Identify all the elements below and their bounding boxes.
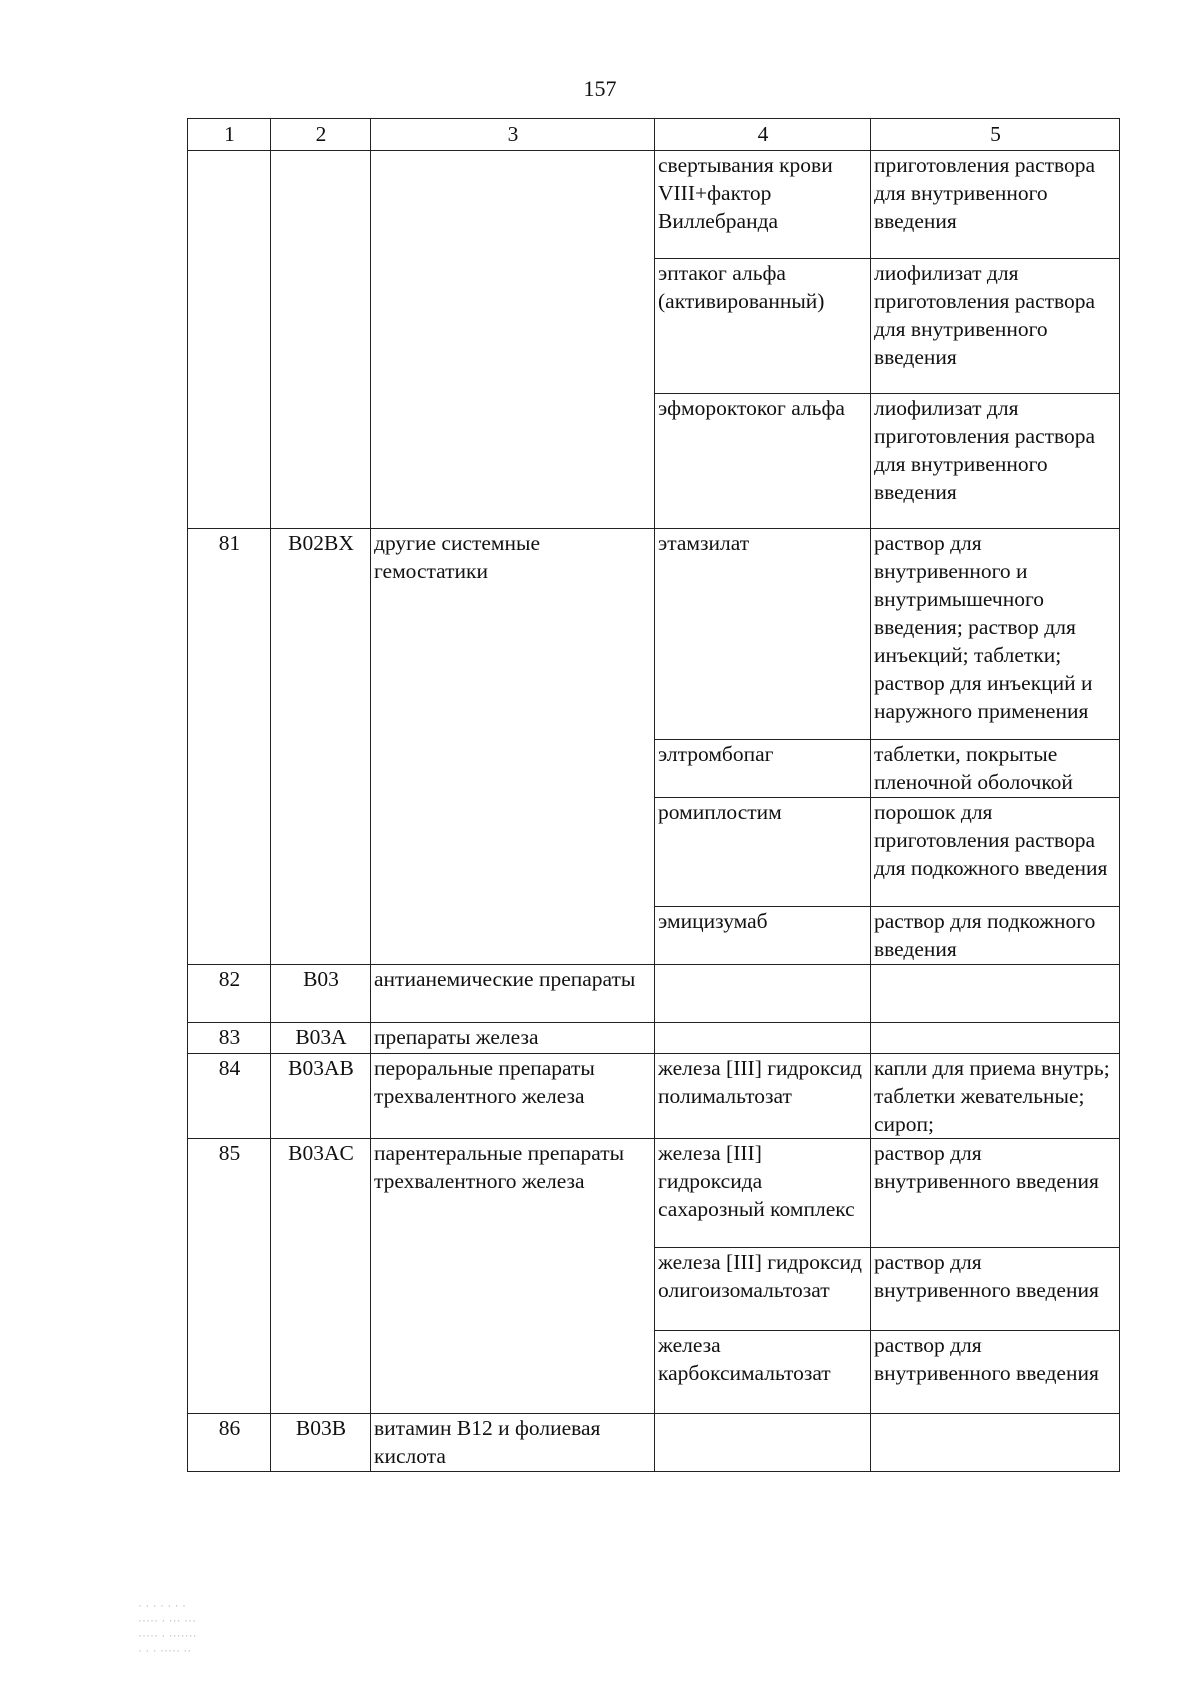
table-row <box>188 1139 1120 1248</box>
table-cell <box>271 151 371 529</box>
table-cell: раствор для внутривенного введения <box>871 1248 1120 1331</box>
table-cell: B03 <box>271 965 371 1023</box>
table-cell: парентеральные препараты трехвалентного железа <box>371 1139 655 1414</box>
table-cell: эмицизумаб <box>655 907 871 965</box>
table-cell: капли для приема внутрь; таблетки жевательные; сироп; <box>871 1054 1120 1139</box>
table-cell: железа [III] гидроксида сахарозный комплекс <box>655 1139 871 1248</box>
table-cell: эптаког альфа (активированный) <box>655 259 871 394</box>
table-cell: таблетки, покрытые пленочной оболочкой <box>871 740 1120 798</box>
table-cell: пероральные препараты трехвалентного железа <box>371 1054 655 1139</box>
table-cell <box>655 965 871 1023</box>
table-cell: B03AC <box>271 1139 371 1414</box>
table-cell <box>871 1414 1120 1472</box>
table-body <box>188 151 1120 1472</box>
table-cell: 84 <box>188 1054 271 1139</box>
column-header: 3 <box>371 119 655 151</box>
table-cell: 82 <box>188 965 271 1023</box>
table-cell <box>371 151 655 529</box>
column-header: 5 <box>871 119 1120 151</box>
table-cell: 83 <box>188 1023 271 1054</box>
table-row <box>188 1054 1120 1139</box>
table-cell: B02BX <box>271 529 371 965</box>
table-cell: раствор для подкожного введения <box>871 907 1120 965</box>
table-cell: B03AB <box>271 1054 371 1139</box>
table-cell: раствор для внутривенного введения <box>871 1331 1120 1414</box>
table-cell: 81 <box>188 529 271 965</box>
table-cell: 86 <box>188 1414 271 1472</box>
table-cell: B03A <box>271 1023 371 1054</box>
table-cell: витамин B12 и фолиевая кислота <box>371 1414 655 1472</box>
table-cell: эфмороктоког альфа <box>655 394 871 529</box>
table-cell: порошок для приготовления раствора для подкожного введения <box>871 798 1120 907</box>
table-cell: лиофилизат для приготовления раствора для внутривенного введения <box>871 259 1120 394</box>
table-cell <box>188 151 271 529</box>
table-cell: лиофилизат для приготовления раствора для внутривенного введения <box>871 394 1120 529</box>
table-cell: ромиплостим <box>655 798 871 907</box>
column-header: 2 <box>271 119 371 151</box>
table-cell: 85 <box>188 1139 271 1414</box>
table-cell: препараты железа <box>371 1023 655 1054</box>
table-cell <box>871 1023 1120 1054</box>
column-header: 4 <box>655 119 871 151</box>
table-row <box>188 1414 1120 1472</box>
table-cell <box>655 1414 871 1472</box>
page-number: 157 <box>583 76 617 101</box>
table-row <box>188 965 1120 1023</box>
column-header: 1 <box>188 119 271 151</box>
table-cell: элтромбопаг <box>655 740 871 798</box>
table-cell: этамзилат <box>655 529 871 740</box>
table-row <box>188 1023 1120 1054</box>
table-cell: свертывания крови VIII+фактор Виллебранда <box>655 151 871 259</box>
table-cell: железа [III] гидроксид олигоизомальтозат <box>655 1248 871 1331</box>
table-row <box>188 151 1120 259</box>
faded-stamp: · · · · · · · ····· · ··· ··· ····· · ······· · · · ····· ·· <box>138 1598 197 1657</box>
table-cell <box>871 965 1120 1023</box>
table-cell: раствор для внутривенного введения <box>871 1139 1120 1248</box>
table-cell <box>655 1023 871 1054</box>
table-row <box>188 529 1120 740</box>
table-cell: B03B <box>271 1414 371 1472</box>
table-cell: другие системные гемостатики <box>371 529 655 965</box>
drug-list-table <box>187 118 1120 1472</box>
table-cell: приготовления раствора для внутривенного введения <box>871 151 1120 259</box>
table-header-row <box>188 119 1120 151</box>
table-cell: железа [III] гидроксид полимальтозат <box>655 1054 871 1139</box>
table-cell: железа карбоксимальтозат <box>655 1331 871 1414</box>
table-cell: раствор для внутривенного и внутримышечного введения; раствор для инъекций; таблетки; раствор для инъекций и наружного применения <box>871 529 1120 740</box>
table-cell: антианемические препараты <box>371 965 655 1023</box>
